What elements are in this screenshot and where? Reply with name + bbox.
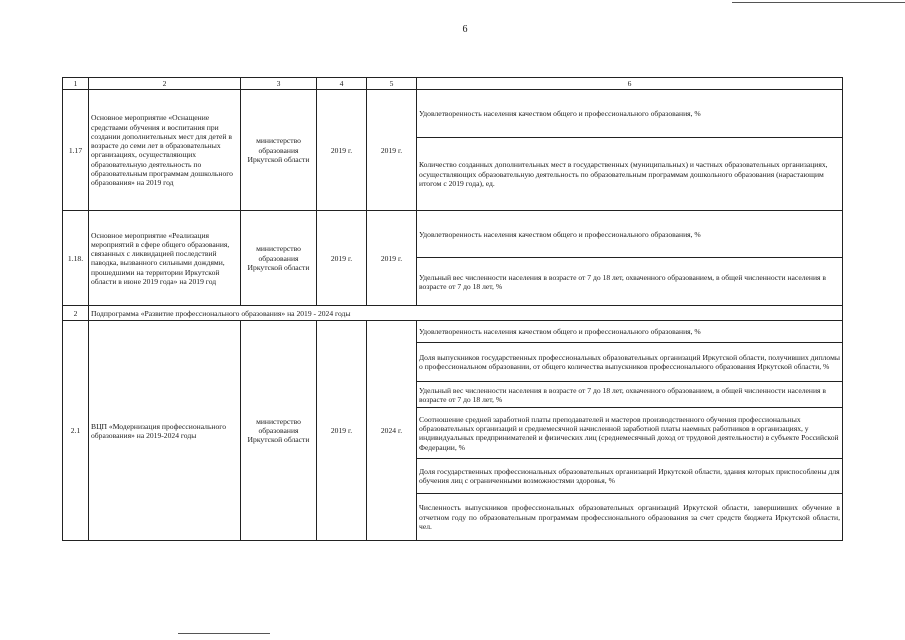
activity-name: ВЦП «Модернизация профессионального образования» на 2019-2024 годы [89,321,241,541]
end-year: 2019 г. [367,90,417,211]
top-rule [732,2,905,3]
header-cell: 5 [367,78,417,90]
page-number: 6 [462,24,468,35]
subprogram-row [63,306,843,321]
activity-name: Основное мероприятие «Оснащение средствами обучения и воспитания при создании дополнительных мест для детей в возрасте до семи лет в образовательных организациях, осуществляющих образовательную деятельность по образовательным программам дошкольного образования» на 2019 год [89,90,241,211]
indicator: Доля выпускников государственных профессиональных образовательных организаций Иркутской области, получивших дипломы о профессиональном образовании, от общего количества выпускников профессионального образования Иркутской области, % [417,343,843,382]
bottom-rule [178,633,270,634]
start-year: 2019 г. [317,90,367,211]
header-cell: 6 [417,78,843,90]
indicator: Удельный вес численности населения в возрасте от 7 до 18 лет, охваченного образованием, в общей численности населения в возрасте от 7 до 18 лет, % [417,258,843,306]
row-number: 2.1 [63,321,89,541]
executor: министерство образования Иркутской области [241,90,317,211]
program-table [62,77,843,541]
subprogram-title: Подпрограмма «Развитие профессионального образования» на 2019 - 2024 годы [89,306,843,321]
indicator: Численность выпускников профессиональных образовательных организаций Иркутской области, завершивших обучение в отчетном году по образовательным программам профессионального образования за счет средств бюджета Иркутской области, чел. [417,494,843,541]
start-year: 2019 г. [317,321,367,541]
indicator: Удовлетворенность населения качеством общего и профессионального образования, % [417,321,843,343]
start-year: 2019 г. [317,211,367,306]
row-number: 2 [63,306,89,321]
indicator: Количество созданных дополнительных мест в государственных (муниципальных) и частных образовательных организациях, осуществляющих образовательную деятельность по образовательным программам дошкольного образования (нарастающим итогом с 2019 года), ед. [417,138,843,211]
row-number: 1.17 [63,90,89,211]
end-year: 2024 г. [367,321,417,541]
indicator: Удовлетворенность населения качеством общего и профессионального образования, % [417,211,843,258]
table-row [63,211,843,258]
header-cell: 3 [241,78,317,90]
end-year: 2019 г. [367,211,417,306]
indicator: Доля государственных профессиональных образовательных организаций Иркутской области, здания которых приспособлены для обучения лиц с ограниченными возможностями здоровья, % [417,459,843,494]
table-row [63,90,843,138]
executor: министерство образования Иркутской области [241,211,317,306]
indicator: Удовлетворенность населения качеством общего и профессионального образования, % [417,90,843,138]
indicator: Соотношение средней заработной платы преподавателей и мастеров производственного обучения профессиональных образовательных организаций и среднемесячной начисленной заработной платы наемных работников в организациях, у индивидуальных предпринимателей и физических лиц (среднемесячный доход от трудовой деятельности) в субъекте Российской Федерации, % [417,408,843,459]
executor: министерство образования Иркутской области [241,321,317,541]
table-row [63,321,843,343]
activity-name: Основное мероприятие «Реализация мероприятий в сфере общего образования, связанных с ликвидацией последствий паводка, вызванного сильными дождями, прошедшими на территории Иркутской области в июне 2019 года» на 2019 год [89,211,241,306]
header-row [63,78,843,90]
row-number: 1.18. [63,211,89,306]
header-cell: 4 [317,78,367,90]
header-cell: 2 [89,78,241,90]
header-cell: 1 [63,78,89,90]
indicator: Удельный вес численности населения в возрасте от 7 до 18 лет, охваченного образованием, в общей численности населения в возрасте от 7 до 18 лет, % [417,382,843,408]
